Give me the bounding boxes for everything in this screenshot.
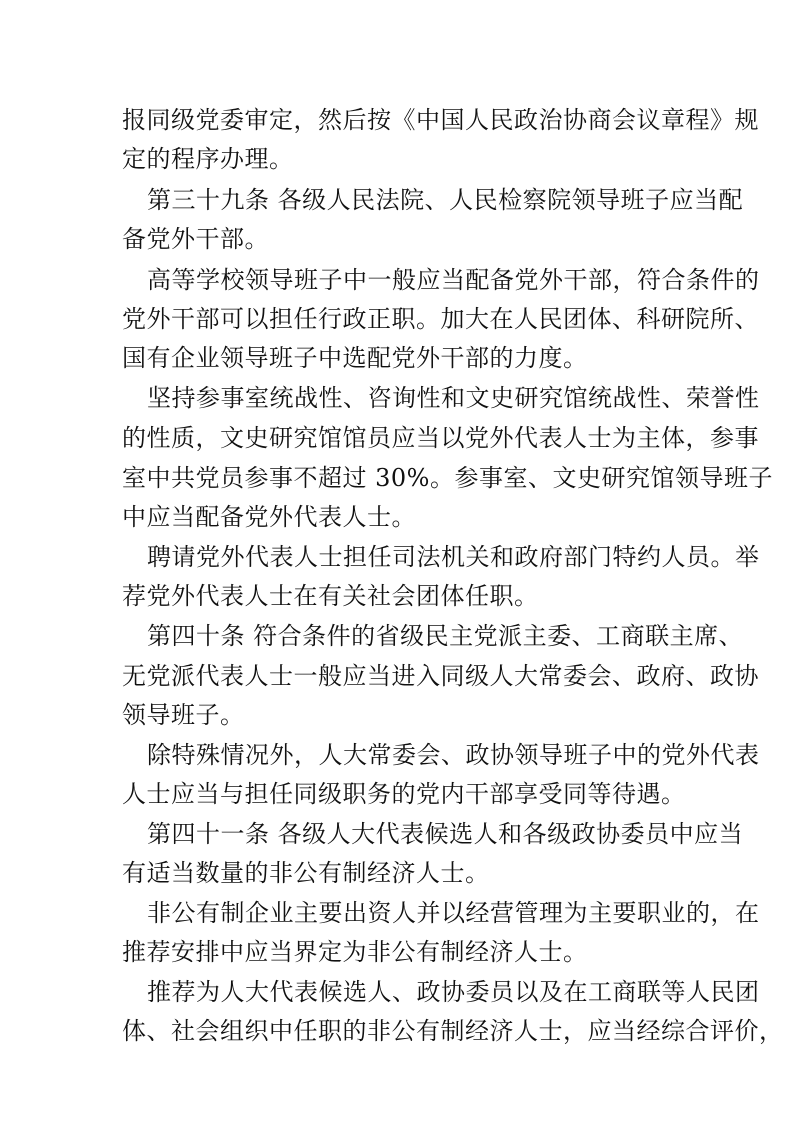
- text-line-13: 荐党外代表人士在有关社会团体任职。: [122, 582, 539, 610]
- text-line-5: 高等学校领导班子中一般应当配备党外干部，符合条件的: [147, 266, 760, 294]
- text-line-3: 第三十九条 各级人民法院、人民检察院领导班子应当配: [147, 186, 744, 214]
- text-line-4: 备党外干部。: [122, 225, 269, 253]
- text-line-11: 中应当配备党外代表人士。: [122, 503, 416, 531]
- text-line-15: 无党派代表人士一般应当进入同级人大常委会、政府、政协: [122, 662, 759, 690]
- text-line-23: 推荐为人大代表候选人、政协委员以及在工商联等人民团: [147, 978, 760, 1006]
- text-line-12: 聘请党外代表人士担任司法机关和政府部门特约人员。举: [147, 543, 760, 571]
- text-line-24: 体、社会组织中任职的非公有制经济人士，应当经综合评价，: [122, 1017, 784, 1045]
- text-line-1: 报同级党委审定，然后按《中国人民政治协商会议章程》规: [122, 106, 759, 134]
- text-line-21: 非公有制企业主要出资人并以经营管理为主要职业的，在: [147, 899, 760, 927]
- text-line-18: 人士应当与担任同级职务的党内干部享受同等待遇。: [122, 780, 686, 808]
- text-line-8: 坚持参事室统战性、咨询性和文史研究馆统战性、荣誉性: [147, 384, 760, 412]
- text-line-2: 定的程序办理。: [122, 145, 294, 173]
- text-line-9: 的性质，文史研究馆馆员应当以党外代表人士为主体，参事: [122, 424, 759, 452]
- text-line-20: 有适当数量的非公有制经济人士。: [122, 859, 490, 887]
- text-line-14: 第四十条 符合条件的省级民主党派主委、工商联主席、: [147, 622, 744, 650]
- text-line-19: 第四十一条 各级人大代表候选人和各级政协委员中应当: [147, 820, 744, 848]
- text-line-6: 党外干部可以担任行政正职。加大在人民团体、科研院所、: [122, 305, 759, 333]
- text-line-17: 除特殊情况外，人大常委会、政协领导班子中的党外代表: [147, 741, 760, 769]
- text-line-22: 推荐安排中应当界定为非公有制经济人士。: [122, 938, 588, 966]
- text-line-10: 室中共党员参事不超过 30%。参事室、文史研究馆领导班子: [122, 464, 773, 492]
- text-line-7: 国有企业领导班子中选配党外干部的力度。: [122, 344, 588, 372]
- text-line-16: 领导班子。: [122, 701, 245, 729]
